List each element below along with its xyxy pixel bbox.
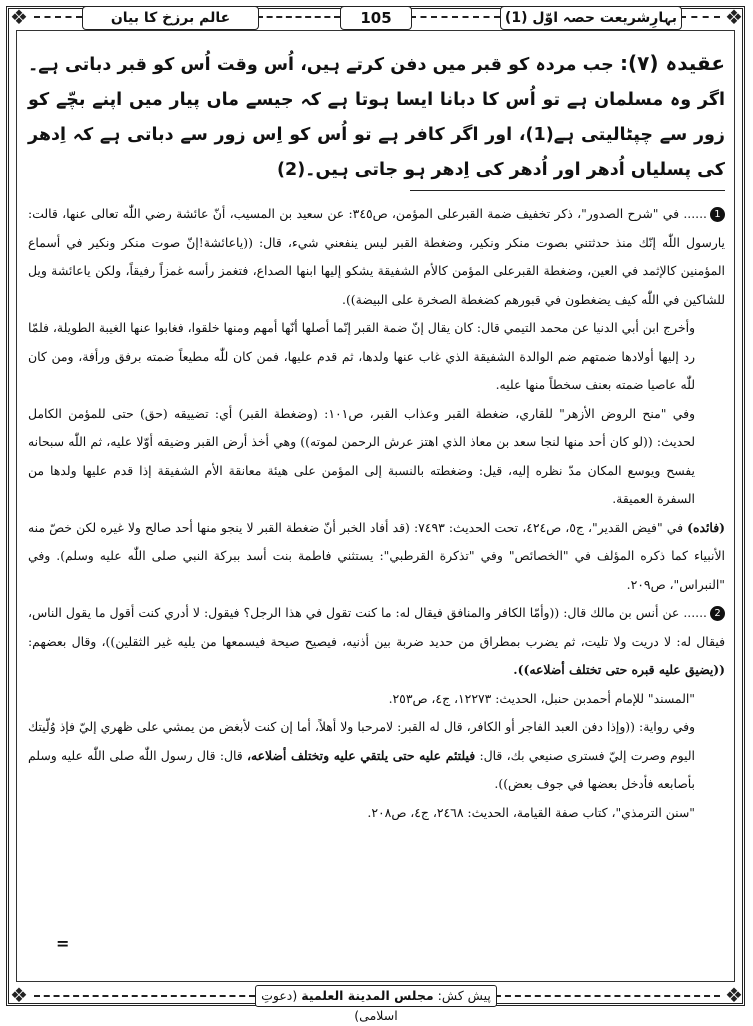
corner-ornament: ❖ <box>10 5 28 29</box>
footnote-2-text: وفي رواية: ((وإذا دفن العبد الفاجر أو الكافر، قال له القبر: لامرحبا ولا أهلاً، أما إن كنت لأبغض من يمشي على ظهري إليّ فإذ وُلّيتك اليوم وصرت إليّ فسترى صنيعي بك، قال: <box>28 719 695 763</box>
footnote-2-paragraph <box>28 713 725 799</box>
continuation-mark: = <box>56 934 70 953</box>
corner-ornament: ❖ <box>725 5 743 29</box>
footnote-separator <box>410 190 725 191</box>
footnote-2-bold: فيلتئم عليه حتى يلتقي عليه وتختلف أضلاعه، <box>246 747 476 763</box>
header-rule <box>257 16 340 18</box>
footnotes <box>28 200 725 827</box>
aqeeda-text: جب مردہ کو قبر میں دفن کرتے ہیں، اُس وقت اُس کو قبر دباتی ہے۔ اگر وہ مسلمان ہے تو اُس کا دبانا ایسا ہوتا ہے کہ جیسے ماں پیار میں اپنے بچّے کو زور سے چپٹالیتی ہے(1)، اور اگر کافر ہے تو اُس کو اِس زور سے دباتی ہے کہ اِدھر کی پسلیاں اُدھر اور اُدھر کی اِدھر ہو جاتی ہیں۔(2) <box>28 55 725 180</box>
publisher-box <box>255 985 497 1023</box>
footer-suffix: (دعوتِ اسلامی) <box>261 988 398 1023</box>
book-title: بہارِشریعت حصہ اوّل (1) <box>500 6 682 30</box>
footnote-1-marker: 1 <box>710 207 725 222</box>
footnote-1 <box>28 200 725 314</box>
footnote-1-paragraph: وأخرج ابن أبي الدنيا عن محمد التيمي قال: كان يقال إنّ ضمة القبر إنّما أصلها أنّها أمهم ومنها خلقوا، فغابوا عنها الغيبة الطويلة، فلمّا رد إليها أولادها ضمتهم ضم الوالدة الشفيقة الذي غاب عنها ولدها، ثم قدم عليها، فمن كان للّٰه مطيعاً ضمته برفق ورأفة، ومن كان للّٰه عاصيا ضمته بعنف سخطاً منها عليه. <box>28 320 695 392</box>
footnote-2-reference: "المسند" للإمام أحمدبن حنبل، الحديث: ١٢٢٧٣، ج٤، ص٢٥٣. <box>388 690 695 706</box>
footnote-2-text: قال: قال رسول اللّٰه صلى اللّٰه عليه وسلم بأصابعه فأدخل بعضها في جوف بعض)). <box>28 747 695 791</box>
footnote-1-paragraph <box>28 514 725 600</box>
footnote-1-paragraph: وفي "منح الروض الأزهر" للقاري، ضغطة القبر وعذاب القبر، ص١٠١: (وضغطة القبر) أي: تضييقه (حق) حتى للمؤمن الكامل لحديث: ((لو كان أحد منها لنجا سعد بن معاذ الذي اهتز عرش الرحمن لموته)) وهي أخذ أرض القبر وضيقه أوّلا عليه، ثم اللّٰه سبحانه يفسح ويوسع المكان مدّ نظره إليه، قيل: وضغطته بالنسبة إلى المؤمن على هيئة معانقة الأم الشفيقة إذا قدم عليها ولدها من السفرة العميقة. <box>28 405 695 506</box>
header-rule <box>34 16 82 18</box>
page-header <box>0 4 753 32</box>
corner-ornament: ❖ <box>725 983 743 1007</box>
header-rule <box>410 16 500 18</box>
header-rule <box>680 16 720 18</box>
faida-text: في "فيض القدير"، ج٥، ص٤٢٤، تحت الحديث: ٧٤٩٣: (قد أفاد الخبر أنّ ضغطة القبر لا ينجو منها أحد صالح ولا غيره لكن خصّ منه الأنبياء كما ذكره المؤلف في "الخصائص" وفي "تذكرة القرطبي": يستثني فاطمة بنت أسد ببركة النبي صلى اللّٰه عليه وسلم). وفي "النبراس"، ص٢٠٩. <box>28 519 725 592</box>
chapter-title: عالم برزخ کا بیان <box>82 6 259 30</box>
footnote-1-text: ...... في "شرح الصدور"، ذكر تخفيف ضمة القبرعلى المؤمن، ص٣٤٥: عن سعيد بن المسيب، أنّ عائشة رضي اللّٰه تعالى عنها، قالت: يارسول اللّٰه إنّك منذ حدثتني بصوت منكر ونكير، وضغطة القبر ليس ينفعني شيء، قال: ((ياعائشة!إنّ صوت منكر ونكير في أسماع المؤمنين كالإثمد في العين، وضغطة القبرعلى المؤمن كالأم الشفيقة يشكو إليها ابنها الصداع، فتغمز رأسه غمزاً رفيقاً، ولكن ياعائشة ويل للشاكين في اللّٰه كيف يضغطون في قبورهم كضغطة الصخرة على البيضة)). <box>28 206 725 307</box>
page-footer <box>0 984 753 1023</box>
footnote-2 <box>28 599 725 685</box>
footnote-2-reference: "سنن الترمذي"، كتاب صفة القيامة، الحديث: ٢٤٦٨، ج٤، ص٢٠٨. <box>367 804 695 820</box>
publisher-name: مجلس المدينة العلمية <box>301 988 434 1003</box>
footer-rule <box>34 995 255 997</box>
aqeeda-paragraph <box>28 46 725 188</box>
main-text <box>28 46 725 188</box>
footer-prefix: پیش کش: <box>437 988 491 1003</box>
corner-ornament: ❖ <box>10 983 28 1007</box>
footnote-2-bold: ((يضيق عليه قبره حتى تختلف أضلاعه)). <box>513 662 725 677</box>
footer-rule <box>495 995 720 997</box>
aqeeda-label: عقیدہ (۷): <box>619 51 725 75</box>
footnote-2-text: ...... عن أنس بن مالك قال: ((وأمّا الكافر والمنافق فيقال له: ما كنت تقول في هذا الرجل؟ فيقول: لا أدري كنت أقول ما يقول الناس، فيقال له: لا دريت ولا تليت، ثم يضرب بمطراق من حديد ضربة بين أذنيه، فيصيح صيحة فيسمعها من يليه غير الثقلين))، وقال بعضهم: <box>28 605 725 649</box>
faida-label: (فائده) <box>687 519 725 535</box>
footnote-2-marker: 2 <box>710 606 725 621</box>
page-number: 105 <box>340 6 412 30</box>
